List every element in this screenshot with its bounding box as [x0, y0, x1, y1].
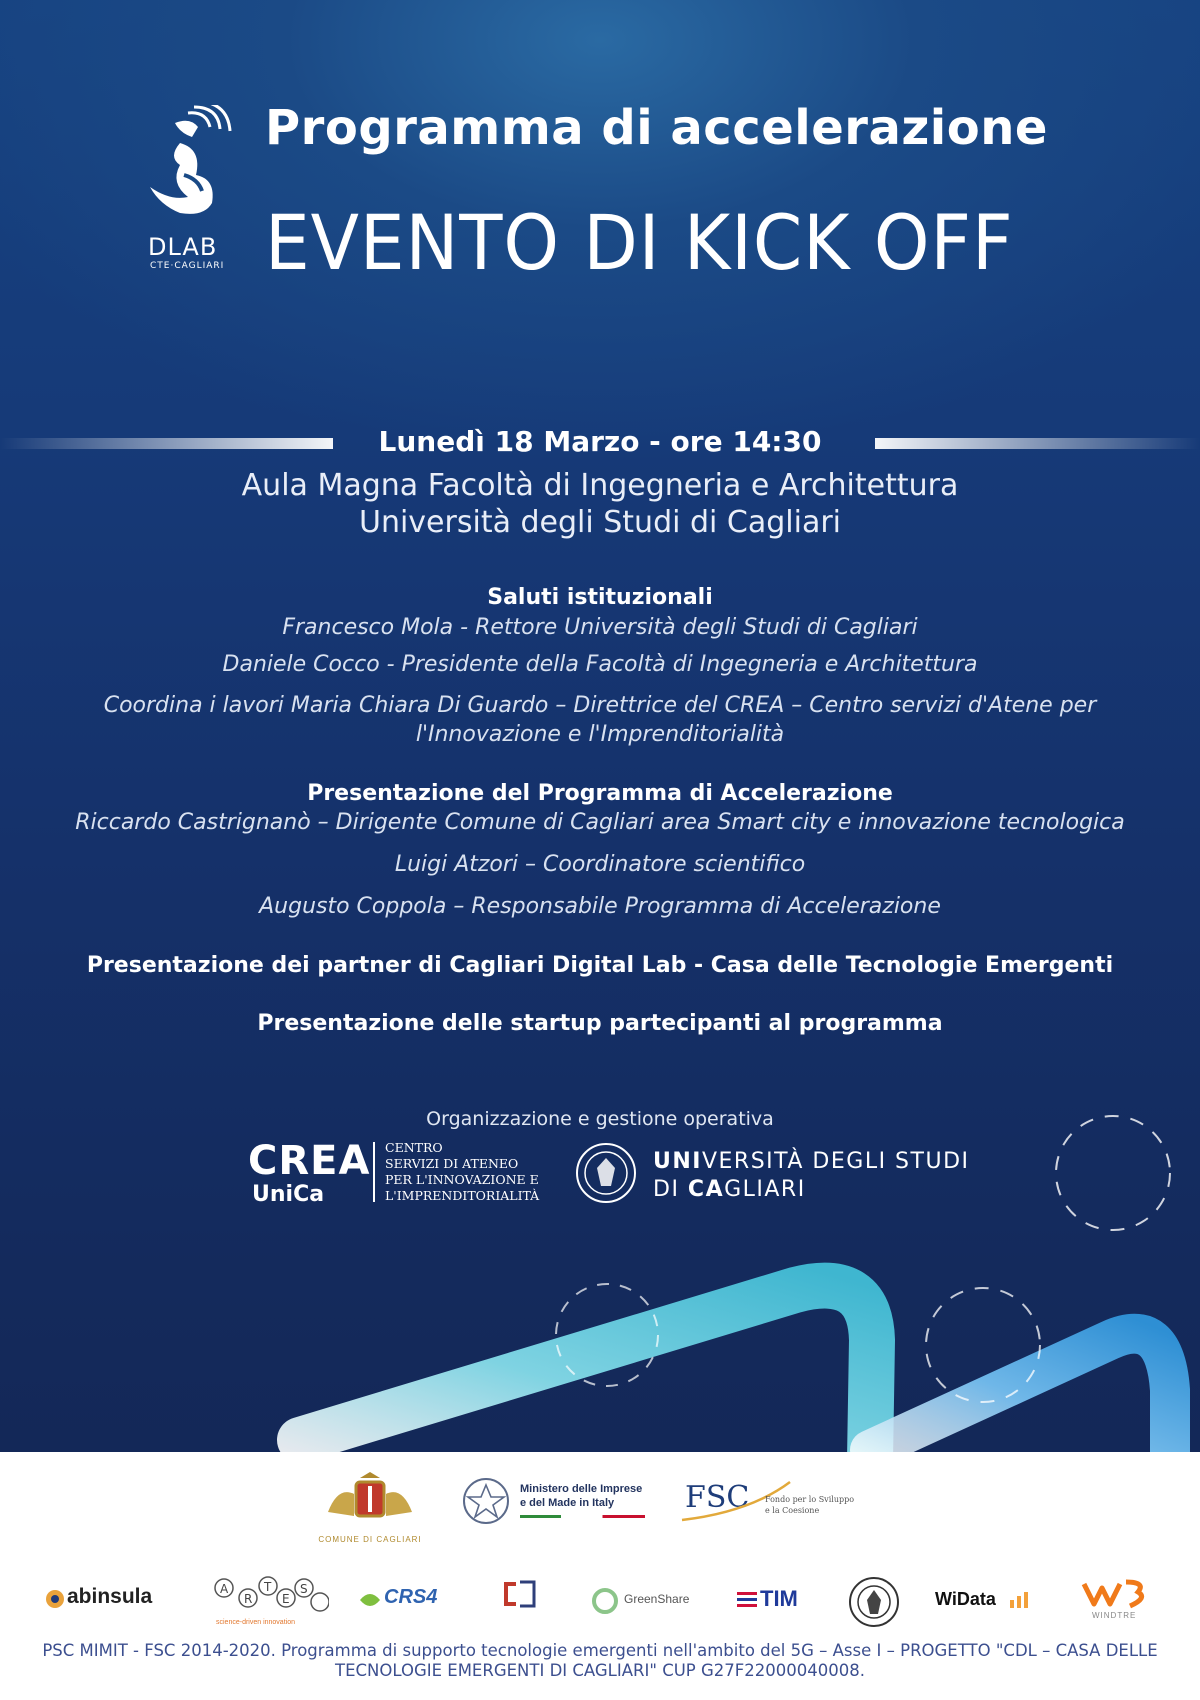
- dlab-logo-subtext: CTE·CAGLIARI: [150, 261, 225, 271]
- ministero-flag-stripe: [520, 1515, 645, 1518]
- greenshare-logo-icon: [592, 1588, 618, 1614]
- sponsor-windtre: WINDTRE: [1092, 1611, 1137, 1620]
- sponsor-widata: WiData: [935, 1589, 996, 1609]
- saluti-item-2: Daniele Cocco - Presidente della Facoltà di Ingegneria e Architettura: [222, 652, 978, 677]
- unica-name-rest-2: GLIARI: [724, 1177, 806, 1202]
- unica-name-bold-1: UNI: [653, 1149, 702, 1174]
- svg-text:E: E: [282, 1592, 290, 1606]
- funding-disclaimer-line1: PSC MIMIT - FSC 2014-2020. Programma di supporto tecnologie emergenti nell'ambito del 5G – Asse I – PROGETTO "CDL – CASA DELLE: [42, 1641, 1158, 1660]
- fsc-logo-text: FSC: [685, 1480, 750, 1515]
- svg-text:R: R: [244, 1592, 253, 1606]
- presentazione-item-3: Augusto Coppola – Responsabile Programma di Accelerazione: [259, 894, 941, 919]
- saluti-item-3a: Coordina i lavori Maria Chiara Di Guardo – Direttrice del CREA – Centro servizi d'Atene per: [103, 693, 1097, 718]
- funding-disclaimer: [20, 1641, 1180, 1681]
- sponsor-artes-sub: science-driven innovation: [216, 1619, 295, 1626]
- partners-title: Presentazione dei partner di Cagliari Digital Lab - Casa delle Tecnologie Emergenti: [86, 953, 1114, 978]
- swoosh-teal: [300, 1286, 872, 1460]
- fsc-desc-line1: Fondo per lo Sviluppo: [765, 1495, 855, 1504]
- crea-desc-line3: PER L'INNOVAZIONE E: [385, 1172, 539, 1187]
- artes-logo-icon: [214, 1574, 329, 1614]
- crea-logo: [248, 1138, 548, 1208]
- crea-logo-subtext: UniCa: [252, 1182, 325, 1207]
- saluti-title: Saluti istituzionali: [487, 585, 713, 610]
- dlab-logo: [140, 105, 240, 275]
- crea-logo-text: CREA: [248, 1138, 371, 1184]
- ministero-line1: Ministero delle Imprese: [520, 1483, 643, 1495]
- event-place-line2: Università degli Studi di Cagliari: [359, 505, 841, 540]
- sponsor-greenshare: GreenShare: [624, 1592, 690, 1606]
- crea-desc-line2: SERVIZI DI ATENEO: [385, 1156, 519, 1171]
- page-subtitle: EVENTO DI KICK OFF: [265, 198, 1014, 287]
- crs4-logo-icon: [358, 1588, 382, 1612]
- presentazione-title: Presentazione del Programma di Accelerazione: [307, 781, 893, 806]
- dlab-figure-icon: [140, 105, 240, 230]
- windtre-logo-icon: [1080, 1576, 1152, 1610]
- unica-name-bold-2: CA: [687, 1177, 725, 1202]
- widata-bars-icon: [1010, 1590, 1034, 1608]
- swoosh-blue: [870, 1334, 1170, 1460]
- dashed-circle-1: [1056, 1116, 1170, 1230]
- svg-text:T: T: [264, 1580, 272, 1594]
- crea-divider: [373, 1142, 375, 1202]
- svg-text:A: A: [220, 1582, 229, 1596]
- event-place-line1: Aula Magna Facoltà di Ingegneria e Architettura: [241, 468, 959, 503]
- dlab-logo-text: DLAB: [148, 233, 218, 261]
- comune-cagliari-label: COMUNE DI CAGLIARI: [318, 1535, 422, 1544]
- event-date: Lunedì 18 Marzo - ore 14:30: [378, 425, 822, 458]
- comune-cagliari-crest-icon: [320, 1472, 420, 1532]
- unica-name-rest-1: VERSITÀ DEGLI STUDI: [701, 1149, 970, 1174]
- sponsor-abinsula: abinsula: [67, 1585, 153, 1608]
- presentazione-item-2: Luigi Atzori – Coordinatore scientifico: [394, 852, 806, 877]
- ministero-line2: e del Made in Italy: [520, 1497, 615, 1509]
- startup-title: Presentazione delle startup partecipanti al programma: [257, 1011, 943, 1036]
- unica-name-di: DI: [653, 1177, 688, 1202]
- crea-desc-line1: CENTRO: [385, 1140, 443, 1155]
- crea-small-logo-icon: [500, 1578, 542, 1610]
- svg-text:S: S: [300, 1582, 308, 1596]
- organization-label: Organizzazione e gestione operativa: [426, 1108, 774, 1130]
- unica-name: [653, 1148, 970, 1204]
- funding-disclaimer-line2: TECNOLOGIE EMERGENTI DI CAGLIARI" CUP G27F22000040008.: [335, 1661, 865, 1680]
- presentazione-item-1: Riccardo Castrignanò – Dirigente Comune di Cagliari area Smart city e innovazione tecnologica: [75, 810, 1125, 835]
- tim-logo-icon: [737, 1592, 757, 1608]
- university-seal-small-icon: [848, 1576, 900, 1628]
- abinsula-logo-icon: [44, 1588, 66, 1610]
- unica-seal-icon: [575, 1142, 637, 1204]
- fsc-desc-line2: e la Coesione: [765, 1506, 820, 1515]
- crea-desc-line4: L'IMPRENDITORIALITÀ: [385, 1188, 540, 1203]
- ministero-emblem-icon: [462, 1477, 510, 1525]
- saluti-item-1: Francesco Mola - Rettore Università degli Studi di Cagliari: [282, 615, 918, 640]
- saluti-item-3b: l'Innovazione e l'Imprenditorialità: [415, 722, 785, 747]
- page-title: Programma di accelerazione: [265, 100, 1048, 156]
- sponsor-tim: TIM: [760, 1586, 798, 1611]
- sponsor-crs4: CRS4: [384, 1586, 438, 1608]
